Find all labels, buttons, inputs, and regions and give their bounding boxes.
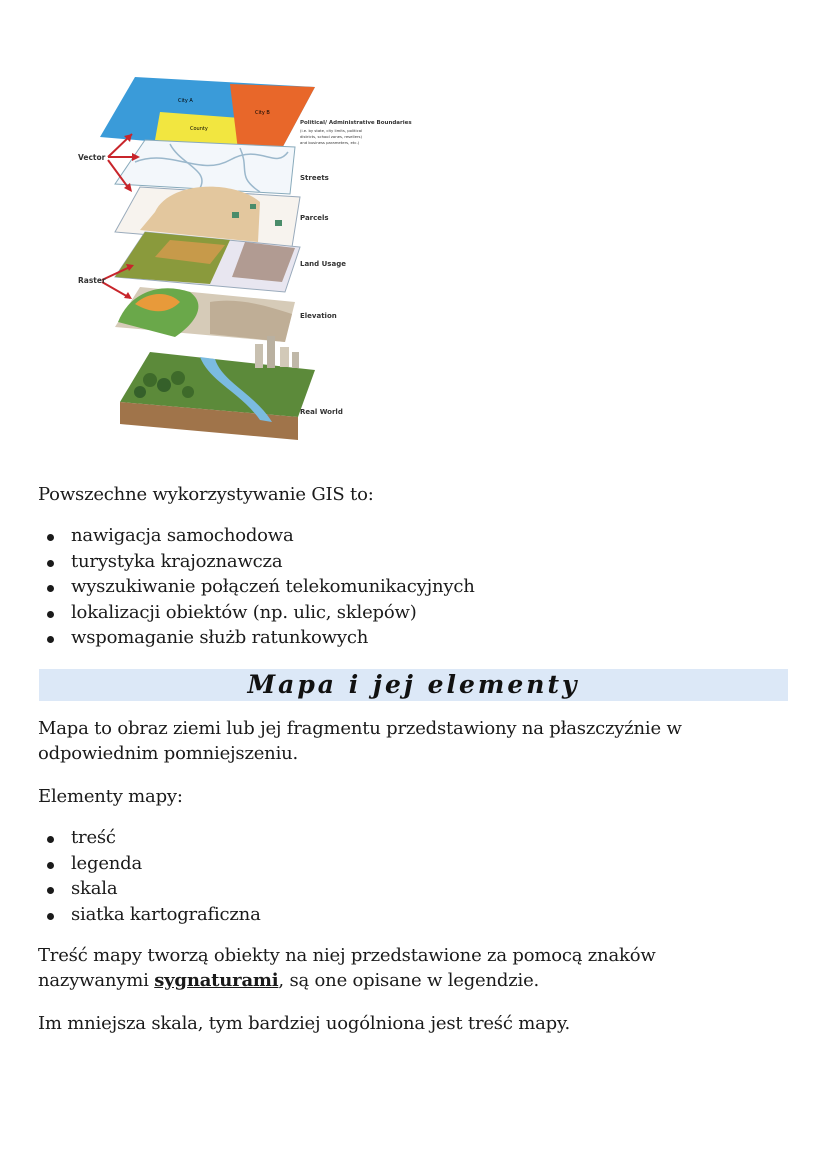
content-text-1: Treść mapy tworzą obiekty na niej przedstawione za pomocą znaków nazywanymi: [38, 945, 656, 991]
map-elements-intro: Elementy mapy:: [38, 786, 183, 807]
label-political-boundaries: Political/ Administrative Boundaries: [300, 120, 412, 126]
section-title: Mapa i jej elementy: [247, 670, 580, 699]
raster-arrows: [102, 264, 134, 299]
label-political-sub2: districts, school zones, resellers): [300, 134, 362, 139]
list-item: wyszukiwanie połączeń telekomunikacyjnych: [38, 574, 475, 600]
layer-elevation: [115, 287, 295, 342]
gis-layers-illustration: [60, 52, 412, 447]
label-real-world: Real World: [300, 408, 343, 416]
map-elements-list: [38, 825, 261, 927]
list-item: treść: [38, 825, 261, 851]
list-item: turystyka krajoznawcza: [38, 549, 475, 575]
list-item: nawigacja samochodowa: [38, 523, 475, 549]
label-raster: Raster: [78, 276, 106, 285]
section-banner: [39, 669, 788, 701]
list-item: lokalizacji obiektów (np. ulic, sklepów): [38, 600, 475, 626]
label-political-sub3: and business parameters, etc.): [300, 140, 360, 145]
list-item: skala: [38, 876, 261, 902]
label-political-sub1: (i.e. by state, city limits, political: [300, 128, 363, 133]
label-city-a: City A: [178, 98, 193, 104]
gis-uses-intro: Powszechne wykorzystywanie GIS to:: [38, 484, 374, 505]
list-item: wspomaganie służb ratunkowych: [38, 625, 475, 651]
gis-uses-list: [38, 523, 475, 651]
label-city-b: City B: [255, 110, 270, 116]
label-elevation: Elevation: [300, 312, 337, 320]
map-content-paragraph: [38, 943, 758, 993]
layer-real-world: [120, 336, 315, 440]
label-land-usage: Land Usage: [300, 260, 346, 268]
layer-streets: [115, 140, 295, 194]
content-text-2: , są one opisane w legendzie.: [278, 970, 540, 991]
term-sygnatury: sygnaturami: [154, 970, 279, 991]
label-vector: Vector: [78, 153, 106, 162]
map-definition: Mapa to obraz ziemi lub jej fragmentu przedstawiony na płaszczyźnie w odpowiednim pomniejszeniu.: [38, 718, 682, 764]
label-streets: Streets: [300, 174, 329, 182]
label-county: County: [190, 126, 208, 132]
list-item: siatka kartograficzna: [38, 902, 261, 928]
scale-paragraph: Im mniejsza skala, tym bardziej uogólniona jest treść mapy.: [38, 1013, 571, 1034]
layer-political-boundaries: [100, 77, 315, 152]
list-item: legenda: [38, 851, 261, 877]
label-parcels: Parcels: [300, 214, 329, 222]
